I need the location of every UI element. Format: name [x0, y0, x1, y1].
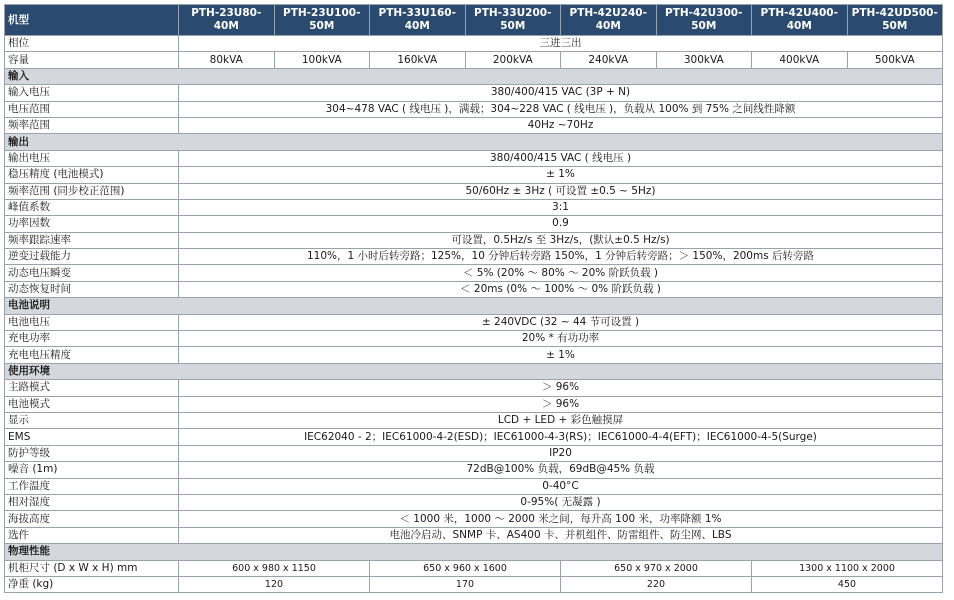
- spec-row: [5, 347, 943, 363]
- row-value: 电池冷启动、SNMP 卡、AS400 卡、并机组件、防雷组件、防尘网、LBS: [179, 527, 943, 543]
- weight-row: [5, 576, 943, 592]
- spec-row: [5, 314, 943, 330]
- row-value: 72dB@100% 负载，69dB@45% 负载: [179, 462, 943, 478]
- model-name: PTH-33U160-40M: [370, 5, 466, 36]
- row-value: ＜ 5% (20% ～ 80% ～ 20% 阶跃负载 ): [179, 265, 943, 281]
- row-label: 显示: [5, 412, 179, 428]
- section-title: 输入: [5, 68, 943, 84]
- row-value: ＜ 20ms (0% ～ 100% ～ 0% 阶跃负载 ): [179, 281, 943, 297]
- row-label: 选件: [5, 527, 179, 543]
- row-label: 容量: [5, 52, 179, 68]
- model-name: PTH-33U200-50M: [465, 5, 561, 36]
- spec-row: [5, 478, 943, 494]
- row-label: 充电功率: [5, 331, 179, 347]
- row-label: 主路模式: [5, 380, 179, 396]
- row-value: 3:1: [179, 199, 943, 215]
- spec-row: [5, 462, 943, 478]
- spec-sections: [5, 68, 943, 543]
- spec-table: [4, 4, 943, 593]
- section-header-input: [5, 68, 943, 84]
- row-value: ± 1%: [179, 347, 943, 363]
- section-header-physical: [5, 544, 943, 560]
- weight-value: 120: [179, 576, 370, 592]
- row-label: 电压范围: [5, 101, 179, 117]
- spec-row: [5, 429, 943, 445]
- spec-row: [5, 183, 943, 199]
- section-title: 输出: [5, 134, 943, 150]
- spec-row: [5, 232, 943, 248]
- spec-row: [5, 396, 943, 412]
- spec-row: [5, 85, 943, 101]
- row-label: 噪音 (1m): [5, 462, 179, 478]
- row-label: 峰值系数: [5, 199, 179, 215]
- row-label: 动态电压瞬变: [5, 265, 179, 281]
- spec-row: [5, 199, 943, 215]
- row-value: LCD + LED + 彩色触摸屏: [179, 412, 943, 428]
- section-title: 电池说明: [5, 298, 943, 314]
- row-label: 频率跟踪速率: [5, 232, 179, 248]
- model-header-row: [5, 5, 943, 36]
- row-value: 110%，1 小时后转旁路；125%，10 分钟后转旁路 150%，1 分钟后转旁路；＞ 150%，200ms 后转旁路: [179, 249, 943, 265]
- row-value: 40Hz ~70Hz: [179, 117, 943, 133]
- row-label: 电池模式: [5, 396, 179, 412]
- dimensions-row: [5, 560, 943, 576]
- section-header-battery: [5, 298, 943, 314]
- row-label: 防护等级: [5, 445, 179, 461]
- dimension-value: 650 x 960 x 1600: [370, 560, 561, 576]
- model-name: PTH-42UD500-50M: [847, 5, 943, 36]
- weight-value: 450: [752, 576, 943, 592]
- model-name: PTH-42U400-40M: [752, 5, 848, 36]
- spec-row: [5, 412, 943, 428]
- spec-row: [5, 281, 943, 297]
- row-label: 机柜尺寸 (D x W x H) mm: [5, 560, 179, 576]
- row-value: 0.9: [179, 216, 943, 232]
- capacity-value: 160kVA: [370, 52, 466, 68]
- row-label: 频率范围 (同步校正范围): [5, 183, 179, 199]
- row-label: 逆变过载能力: [5, 249, 179, 265]
- row-label: 海拔高度: [5, 511, 179, 527]
- row-label: 充电电压精度: [5, 347, 179, 363]
- row-value: 304~478 VAC ( 线电压 )，满载；304~228 VAC ( 线电压 )，负载从 100% 到 75% 之间线性降额: [179, 101, 943, 117]
- row-value: ＞ 96%: [179, 396, 943, 412]
- model-name: PTH-42U300-50M: [656, 5, 752, 36]
- row-label: EMS: [5, 429, 179, 445]
- dimension-value: 650 x 970 x 2000: [561, 560, 752, 576]
- row-label: 相位: [5, 36, 179, 52]
- dimension-value: 1300 x 1100 x 2000: [752, 560, 943, 576]
- row-label: 电池电压: [5, 314, 179, 330]
- model-header-label: 机型: [5, 5, 179, 36]
- section-header-output: [5, 134, 943, 150]
- row-label: 动态恢复时间: [5, 281, 179, 297]
- row-label: 频率范围: [5, 117, 179, 133]
- capacity-value: 500kVA: [847, 52, 943, 68]
- spec-row: [5, 101, 943, 117]
- row-value: ＜ 1000 米，1000 ～ 2000 米之间，每升高 100 米，功率降额 1%: [179, 511, 943, 527]
- weight-value: 220: [561, 576, 752, 592]
- spec-row: [5, 331, 943, 347]
- dimension-value: 600 x 980 x 1150: [179, 560, 370, 576]
- row-label: 工作温度: [5, 478, 179, 494]
- spec-row: [5, 117, 943, 133]
- spec-row: [5, 249, 943, 265]
- row-label: 净重 (kg): [5, 576, 179, 592]
- row-value: ± 1%: [179, 167, 943, 183]
- row-value: IP20: [179, 445, 943, 461]
- capacity-row: [5, 52, 943, 68]
- model-name: PTH-23U100-50M: [274, 5, 370, 36]
- row-value: 20% * 有功功率: [179, 331, 943, 347]
- weight-value: 170: [370, 576, 561, 592]
- row-label: 相对湿度: [5, 494, 179, 510]
- row-label: 功率因数: [5, 216, 179, 232]
- spec-row: [5, 380, 943, 396]
- spec-row: [5, 150, 943, 166]
- row-value: 0-95%( 无凝露 ): [179, 494, 943, 510]
- row-value: IEC62040 - 2；IEC61000-4-2(ESD)；IEC61000-4-3(RS)；IEC61000-4-4(EFT)；IEC61000-4-5(Surge): [179, 429, 943, 445]
- row-value: 可设置，0.5Hz/s 至 3Hz/s，(默认±0.5 Hz/s): [179, 232, 943, 248]
- capacity-value: 100kVA: [274, 52, 370, 68]
- row-label: 输入电压: [5, 85, 179, 101]
- row-value: ＞ 96%: [179, 380, 943, 396]
- row-value: 380/400/415 VAC ( 线电压 ): [179, 150, 943, 166]
- spec-row: [5, 167, 943, 183]
- section-header-environment: [5, 363, 943, 379]
- spec-row: [5, 494, 943, 510]
- capacity-value: 300kVA: [656, 52, 752, 68]
- phase-row: [5, 36, 943, 52]
- model-name: PTH-42U240-40M: [561, 5, 657, 36]
- model-name: PTH-23U80-40M: [179, 5, 275, 36]
- spec-row: [5, 265, 943, 281]
- spec-row: [5, 527, 943, 543]
- capacity-value: 200kVA: [465, 52, 561, 68]
- capacity-value: 240kVA: [561, 52, 657, 68]
- row-label: 输出电压: [5, 150, 179, 166]
- capacity-value: 80kVA: [179, 52, 275, 68]
- section-title: 物理性能: [5, 544, 943, 560]
- row-value: 三进三出: [179, 36, 943, 52]
- spec-row: [5, 216, 943, 232]
- spec-row: [5, 511, 943, 527]
- row-value: ± 240VDC (32 ~ 44 节可设置 ): [179, 314, 943, 330]
- capacity-value: 400kVA: [752, 52, 848, 68]
- row-value: 50/60Hz ± 3Hz ( 可设置 ±0.5 ~ 5Hz): [179, 183, 943, 199]
- section-title: 使用环境: [5, 363, 943, 379]
- row-value: 0-40°C: [179, 478, 943, 494]
- spec-row: [5, 445, 943, 461]
- row-value: 380/400/415 VAC (3P + N): [179, 85, 943, 101]
- row-label: 稳压精度 (电池模式): [5, 167, 179, 183]
